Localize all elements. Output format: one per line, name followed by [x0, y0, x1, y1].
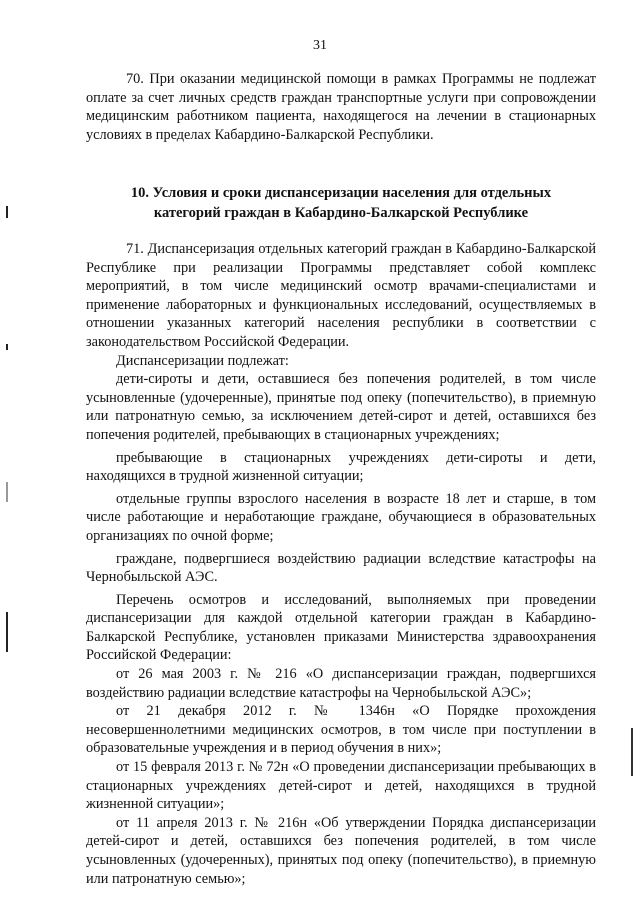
- list-item-orphans: дети-сироты и дети, оставшиеся без попечения родителей, в том числе усыновленные (удочеренные), принятые под опеку (попечительство), в приемную или патронатную семью, за исключением детей-сирот и детей, оставшихся без попечения родителей, пребывающих в стационарных учреждениях;: [86, 371, 596, 443]
- scan-edge-mark: [6, 344, 8, 350]
- order-2003: от 26 мая 2003 г. № 216 «О диспансеризации граждан, подвергшихся воздействию радиации вследствие катастрофы на Чернобыльской АЭС»;: [86, 666, 596, 701]
- scan-edge-mark: [6, 206, 8, 218]
- order-2012: от 21 декабря 2012 г. № 1346н «О Порядке прохождения несовершеннолетними медицинских осмотров, в том числе при поступлении в образовательные учреждения и в период обучения в них»;: [86, 703, 596, 757]
- orders-intro: Перечень осмотров и исследований, выполняемых при проведении диспансеризации для каждой отдельной категории граждан в Кабардино-Балкарской Республике, установлен приказами Министерства здравоохранения Российской Федерации:: [86, 591, 596, 664]
- subjects-intro: Диспансеризации подлежат:: [116, 352, 289, 369]
- section-heading-line-1: 10. Условия и сроки диспансеризации населения для отдельных: [130, 185, 552, 201]
- list-item-chernobyl: граждане, подвергшиеся воздействию радиации вследствие катастрофы на Чернобыльской АЭС.: [86, 550, 596, 586]
- order-72n: от 15 февраля 2013 г. № 72н «О проведении диспансеризации пребывающих в стационарных учреждениях детей-сирот и детей, находящихся в трудной жизненной ситуации»;: [86, 759, 596, 813]
- scan-edge-mark: [631, 728, 633, 776]
- paragraph-70-text: 70. При оказании медицинской помощи в рамках Программы не подлежат оплате за счет личных средств граждан транспортные услуги при сопровождении медицинским работником пациента, находящегося на лечении в стационарных условиях в пределах Кабардино-Балкарской Республики.: [86, 71, 596, 143]
- scan-edge-mark: [6, 482, 8, 502]
- scan-edge-mark: [6, 612, 8, 652]
- page-number: 31: [313, 38, 327, 53]
- section-heading: [86, 183, 596, 223]
- list-item-adults: отдельные группы взрослого населения в возрасте 18 лет и старше, в том числе работающие и неработающие граждане, обучающиеся в образовательных организациях по очной форме;: [86, 490, 596, 544]
- list-item-stationary: пребывающие в стационарных учреждениях дети-сироты и дети, находящихся в трудной жизненной ситуации;: [86, 449, 596, 485]
- paragraph-70: [86, 70, 596, 144]
- section-body: [86, 240, 596, 888]
- order-216n: от 11 апреля 2013 г. № 216н «Об утверждении Порядка диспансеризации детей-сирот и детей, оставшихся без попечения родителей, в том числе усыновленных (удочеренных), принятых под опеку (попечительство), в приемную или патронатную семью»;: [86, 814, 596, 887]
- section-heading-line-2: категорий граждан в Кабардино-Балкарской Республике: [153, 205, 529, 221]
- paragraph-71: 71. Диспансеризация отдельных категорий граждан в Кабардино-Балкарской Республике при реализации Программы представляет собой комплекс мероприятий, в том числе медицинский осмотр врачами-специалистами и применение лабораторных и функциональных исследований, осуществляемых в отношении указанных категорий населения республики в соответствии с законодательством Российской Федерации.: [86, 241, 596, 350]
